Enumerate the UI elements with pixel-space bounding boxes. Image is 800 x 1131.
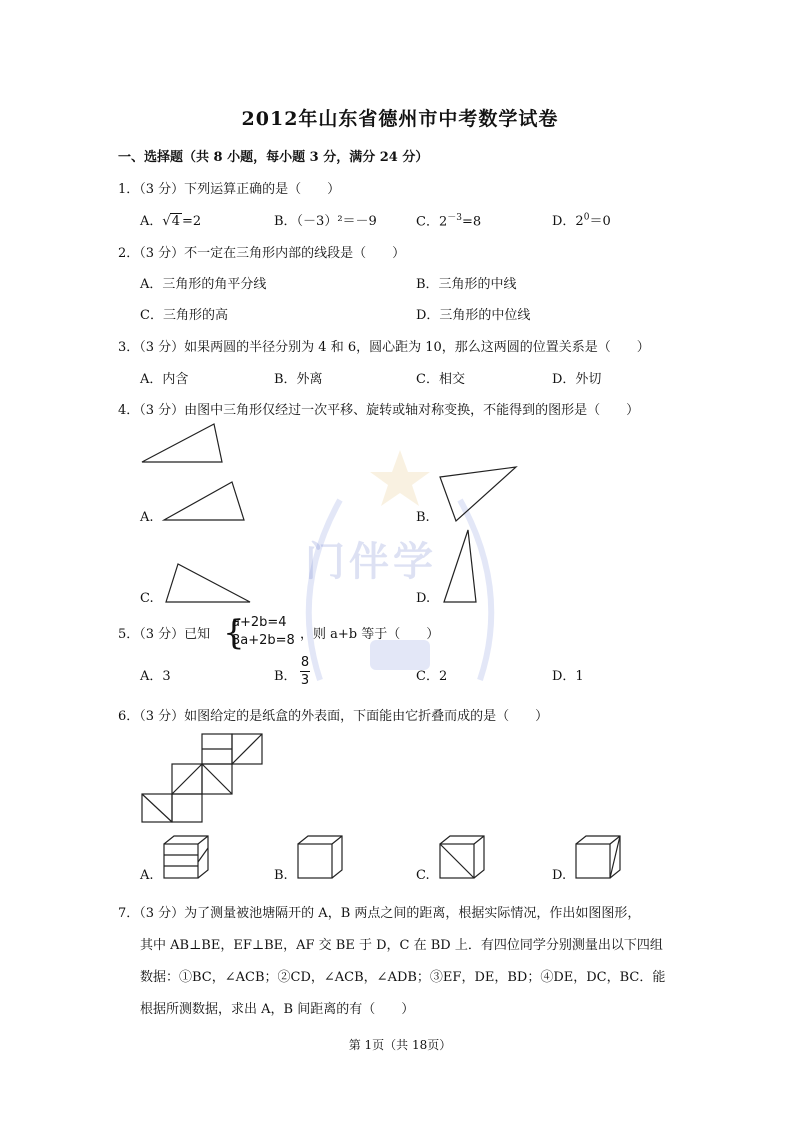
page-title: 2012年山东省德州市中考数学试卷: [241, 108, 559, 130]
q4-option-c-label: C.: [140, 591, 154, 606]
q1-d-exp: 0: [583, 212, 590, 223]
q4-option-d-triangle: [440, 528, 480, 606]
q1-d-rest: ＝0: [589, 214, 611, 229]
q6-option-c-cube: [438, 834, 488, 884]
watermark-text: 门伴学: [305, 539, 437, 585]
question-2-stem: 2．（3 分）不一定在三角形内部的线段是（ ）: [118, 246, 406, 261]
q1-c-label: C．2: [416, 214, 448, 230]
q5-eq2: 3a+2b=8: [232, 633, 295, 648]
question-1-stem: 1．（3 分）下列运算正确的是（ ）: [118, 182, 341, 197]
q4-option-d-label: D.: [416, 591, 431, 606]
question-7-line-2: 其中 AB⊥BE，EF⊥BE，AF 交 BE 于 D，C 在 BD 上．有四位同学分别测量出以下四组: [140, 938, 663, 953]
q1-a-radicand: 4: [171, 214, 180, 229]
q5-b-denominator: 3: [300, 673, 310, 688]
question-3-stem: 3．（3 分）如果两圆的半径分别为 4 和 6，圆心距为 10，那么这两圆的位置关系是（ ）: [118, 340, 650, 355]
q6-box-net-figure: [138, 732, 264, 824]
q4-original-triangle: [138, 420, 228, 468]
q5-option-b-label: B．: [274, 669, 297, 684]
q1-c-rest: =8: [461, 214, 482, 230]
q2-option-b: B．三角形的中线: [416, 277, 517, 292]
q4-option-c-triangle: [162, 560, 254, 606]
q1-d-label: D．2: [552, 214, 584, 229]
q5-option-c: C．2: [416, 669, 448, 684]
q1-a-rest: =2: [181, 214, 202, 229]
question-5-stem-pre: 5．（3 分）已知: [118, 627, 211, 642]
q5-option-a: A．3: [140, 669, 171, 684]
q4-option-b-label: B.: [416, 510, 430, 525]
q1-option-a: A．√4 =2: [140, 214, 202, 229]
q5-eq1: a+2b=4: [232, 615, 287, 630]
question-5-stem-post: ，则 a+b 等于（ ）: [300, 627, 440, 642]
q2-option-a: A．三角形的角平分线: [140, 277, 267, 292]
q4-option-b-triangle: [438, 465, 522, 525]
q1-option-c: [416, 210, 481, 229]
q3-option-a: A．内含: [140, 372, 189, 387]
section-heading: 一、选择题（共 8 小题，每小题 3 分，满分 24 分）: [118, 150, 429, 165]
q5-system-brace: {: [223, 613, 245, 653]
q5-option-d: D．1: [552, 669, 584, 684]
q1-option-d: [552, 210, 611, 229]
q3-option-b: B．外离: [274, 372, 323, 387]
q4-option-a-label: A.: [140, 510, 154, 525]
q6-option-b-cube: [296, 834, 346, 884]
question-4-stem: 4．（3 分）由图中三角形仅经过一次平移、旋转或轴对称变换，不能得到的图形是（ ）: [118, 403, 640, 418]
q3-option-c: C．相交: [416, 372, 465, 387]
q4-option-a-triangle: [160, 480, 250, 526]
q6-option-a-label: A.: [140, 868, 154, 883]
page-footer: 第 1页（共 18页）: [348, 1038, 452, 1052]
q3-option-d: D．外切: [552, 372, 602, 387]
q5-equation-system: [232, 614, 295, 650]
q5-b-numerator: 8: [300, 655, 310, 670]
q1-a-label: A．: [140, 214, 163, 229]
q6-option-b-label: B.: [274, 868, 288, 883]
question-7-line-1: 7．（3 分）为了测量被池塘隔开的 A，B 两点之间的距离，根据实际情况，作出如图图形，: [118, 906, 641, 921]
q1-c-exp: －3: [447, 213, 462, 223]
question-7-line-3: 数据：①BC，∠ACB；②CD，∠ACB，∠ADB；③EF，DE，BD；④DE，DC，BC．能: [140, 970, 666, 985]
q6-option-d-cube: [574, 834, 624, 884]
q6-option-a-cube: [162, 834, 212, 884]
q6-option-c-label: C.: [416, 868, 430, 883]
q6-option-d-label: D.: [552, 868, 567, 883]
question-7-line-4: 根据所测数据，求出 A，B 间距离的有（ ）: [140, 1002, 415, 1017]
q1-option-b: B．（－3）²＝－9: [274, 214, 377, 229]
q2-option-d: D．三角形的中位线: [416, 308, 531, 323]
q2-option-c: C．三角形的高: [140, 308, 228, 323]
question-6-stem: 6．（3 分）如图给定的是纸盒的外表面，下面能由它折叠而成的是（ ）: [118, 709, 549, 724]
q5-option-b-fraction: [300, 655, 310, 688]
